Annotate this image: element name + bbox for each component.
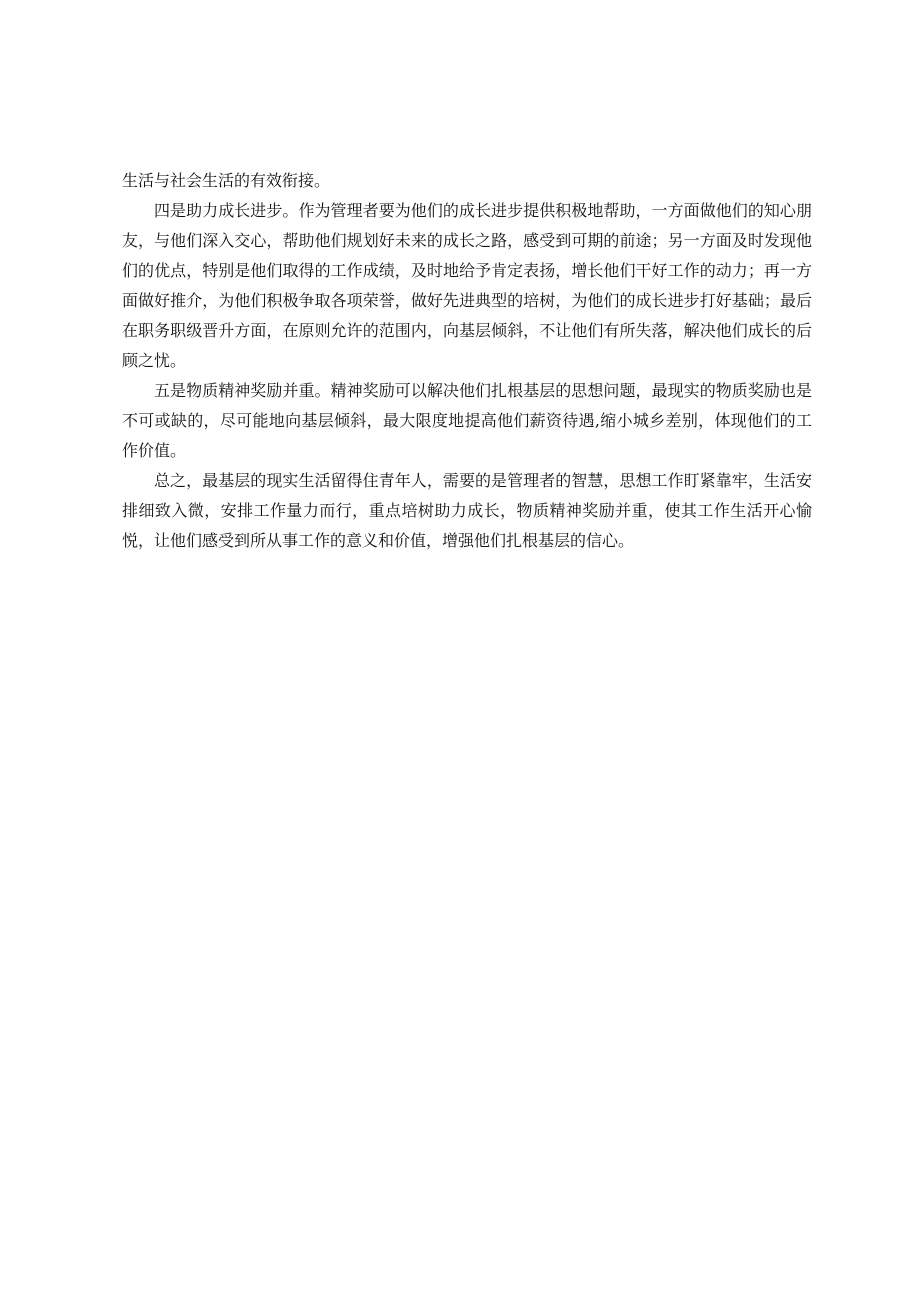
- paragraph-conclusion: 总之，最基层的现实生活留得住青年人，需要的是管理者的智慧，思想工作盯紧靠牢，生活安排细致入微，安排工作量力而行，重点培树助力成长，物质精神奖励并重，使其工作生活开心愉悦，让他们感受到所从事工作的意义和价值，增强他们扎根基层的信心。: [122, 471, 812, 550]
- paragraph-continuation: 生活与社会生活的有效衔接。: [122, 171, 331, 190]
- paragraph-four: 四是助力成长进步。作为管理者要为他们的成长进步提供积极地帮助，一方面做他们的知心朋友，与他们深入交心，帮助他们规划好未来的成长之路，感受到可期的前途；另一方面及时发现他们的优点，特别是他们取得的工作成绩，及时地给予肯定表扬，增长他们干好工作的动力；再一方面做好推介，为他们积极争取各项荣誉，做好先进典型的培树，为他们的成长进步打好基础；最后在职务职级晋升方面，在原则允许的范围内，向基层倾斜，不让他们有所失落，解决他们成长的后顾之忧。: [122, 201, 812, 370]
- paragraph-five: 五是物质精神奖励并重。精神奖励可以解决他们扎根基层的思想问题，最现实的物质奖励也是不可或缺的，尽可能地向基层倾斜，最大限度地提高他们薪资待遇,缩小城乡差别，体现他们的工作价值。: [122, 381, 812, 460]
- document-body: [122, 166, 812, 556]
